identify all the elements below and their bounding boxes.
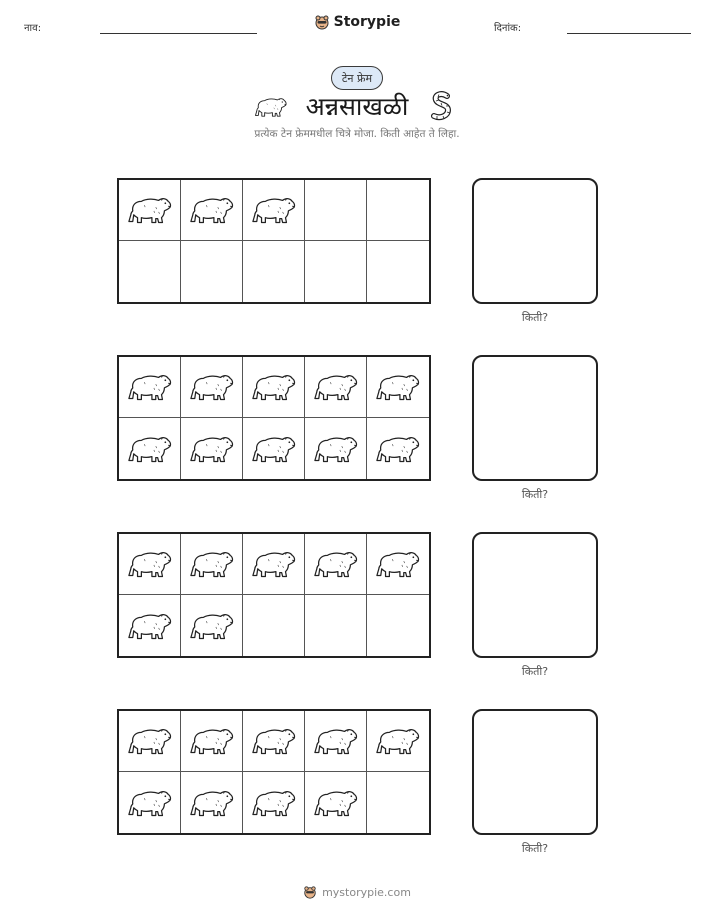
answer-box-2[interactable] — [472, 355, 598, 481]
polar-bear-icon — [375, 432, 421, 466]
ten-frame-cell — [305, 418, 367, 479]
polar-bear-icon — [127, 724, 173, 758]
ten-frame-2 — [117, 355, 431, 481]
ten-frame-cell — [305, 595, 367, 656]
polar-bear-icon — [127, 370, 173, 404]
date-line — [567, 33, 691, 34]
polar-bear-icon — [189, 724, 235, 758]
storypie-mascot-icon — [314, 14, 330, 30]
footer-site: mystorypie.com — [322, 885, 411, 899]
polar-bear-icon — [251, 370, 297, 404]
ten-frame-cell — [367, 772, 429, 833]
ten-frame-cell — [181, 241, 243, 302]
ten-frame-cell — [243, 418, 305, 479]
ten-frame-cell — [367, 180, 429, 241]
name-label: नाव: — [24, 23, 42, 34]
polar-bear-icon — [251, 547, 297, 581]
polar-bear-icon — [127, 609, 173, 643]
ten-frame-cell — [305, 241, 367, 302]
date-label: दिनांक: — [494, 23, 522, 34]
answer-label: किती? — [521, 311, 549, 324]
polar-bear-icon — [189, 786, 235, 820]
polar-bear-icon — [313, 370, 359, 404]
ten-frame-cell — [181, 711, 243, 772]
polar-bear-icon — [375, 724, 421, 758]
ten-frame-cell — [119, 357, 181, 418]
answer-box-3[interactable] — [472, 532, 598, 658]
polar-bear-icon — [313, 786, 359, 820]
polar-bear-icon — [127, 547, 173, 581]
answer-box-4[interactable] — [472, 709, 598, 835]
polar-bear-icon — [189, 432, 235, 466]
brand-logo — [0, 14, 714, 30]
ten-frame-cell — [367, 357, 429, 418]
polar-bear-icon — [251, 193, 297, 227]
polar-bear-icon — [313, 724, 359, 758]
polar-bear-icon — [251, 432, 297, 466]
ten-frame-cell — [119, 180, 181, 241]
ten-frame-cell — [243, 534, 305, 595]
ten-frame-cell — [243, 711, 305, 772]
ten-frame-1 — [117, 178, 431, 304]
footer — [0, 885, 714, 899]
page-title: अन्नसाखळी — [305, 92, 409, 121]
ten-frame-cell — [119, 241, 181, 302]
ten-frame-cell — [119, 534, 181, 595]
polar-bear-icon — [375, 370, 421, 404]
ten-frame-cell — [367, 418, 429, 479]
ten-frame-cell — [367, 534, 429, 595]
polar-bear-icon — [127, 786, 173, 820]
ten-frame-cell — [305, 711, 367, 772]
polar-bear-icon — [189, 370, 235, 404]
ten-frame-cell — [243, 772, 305, 833]
ten-frame-cell — [181, 595, 243, 656]
ten-frame-tag: टेन फ्रेम — [331, 66, 383, 90]
polar-bear-icon — [313, 547, 359, 581]
ten-frame-cell — [181, 418, 243, 479]
polar-bear-icon — [251, 724, 297, 758]
ten-frame-cell — [367, 241, 429, 302]
answer-box-1[interactable] — [472, 178, 598, 304]
polar-bear-icon — [251, 786, 297, 820]
ten-frame-cell — [181, 180, 243, 241]
ten-frame-cell — [305, 534, 367, 595]
ten-frame-cell — [119, 418, 181, 479]
instructions: प्रत्येक टेन फ्रेममधील चित्रे मोजा. किती आहेत ते लिहा. — [254, 128, 460, 140]
answer-label: किती? — [521, 842, 549, 855]
brand-name: Storypie — [333, 14, 401, 30]
polar-bear-icon — [189, 547, 235, 581]
ten-frame-cell — [243, 241, 305, 302]
ten-frame-cell — [367, 711, 429, 772]
answer-label: किती? — [521, 665, 549, 678]
polar-bear-icon — [189, 609, 235, 643]
ten-frame-cell — [367, 595, 429, 656]
answer-label: किती? — [521, 488, 549, 501]
ten-frame-cell — [181, 772, 243, 833]
ten-frame-cell — [305, 772, 367, 833]
polar-bear-icon — [189, 193, 235, 227]
ten-frame-cell — [119, 772, 181, 833]
polar-bear-icon — [127, 432, 173, 466]
name-line — [100, 33, 257, 34]
ten-frame-3 — [117, 532, 431, 658]
ten-frame-cell — [181, 534, 243, 595]
ten-frame-cell — [305, 357, 367, 418]
ten-frame-cell — [243, 595, 305, 656]
ten-frame-cell — [119, 595, 181, 656]
polar-bear-icon — [313, 432, 359, 466]
worm-icon — [426, 91, 456, 123]
ten-frame-cell — [119, 711, 181, 772]
polar-bear-icon — [375, 547, 421, 581]
storypie-mascot-icon — [303, 885, 317, 899]
ten-frame-cell — [243, 180, 305, 241]
ten-frame-4 — [117, 709, 431, 835]
ten-frame-cell — [243, 357, 305, 418]
polar-bear-icon — [127, 193, 173, 227]
ten-frame-cell — [305, 180, 367, 241]
ten-frame-cell — [181, 357, 243, 418]
